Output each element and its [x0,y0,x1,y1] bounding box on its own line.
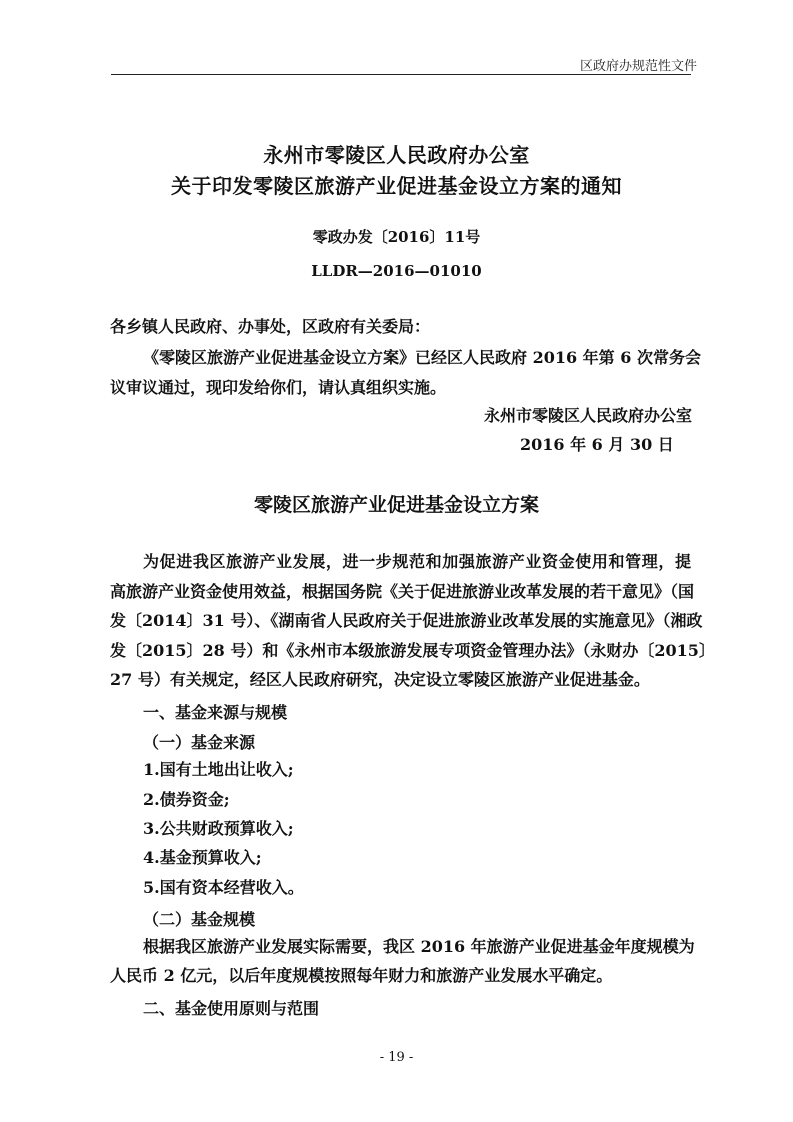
header-label: 区政府办规范性文件 [579,59,697,74]
plan-intro-line-4: 发〔2015〕28 号）和《永州市本级旅游发展专项资金管理办法》（永财办〔2015〕 [110,641,715,660]
notice-body-line-2: 议审议通过，现印发给你们，请认真组织实施。 [110,378,447,397]
plan-title: 零陵区旅游产业促进基金设立方案 [253,494,539,516]
scale-line-2: 人民币 2 亿元，以后年度规模按照每年财力和旅游产业发展水平确定。 [110,966,613,985]
plan-intro-line-2: 高旅游产业资金使用效益，根据国务院《关于促进旅游业改革发展的若干意见》（国 [110,582,695,601]
source-item-1: 1.国有土地出让收入; [143,760,294,779]
document-number: 零政办发〔2016〕11号 [312,228,481,246]
register-number: LLDR—2016—01010 [311,262,482,280]
notice-body-line-1: 《零陵区旅游产业促进基金设立方案》已经区人民政府 2016 年第 6 次常务会 [143,348,701,367]
section-2-heading: 二、基金使用原则与范围 [143,999,320,1018]
plan-intro-line-3: 发〔2014〕31 号）、《湖南省人民政府关于促进旅游业改革发展的实施意见》（湘政 [110,611,703,630]
document-title-line-1: 永州市零陵区人民政府办公室 [263,143,530,167]
subsection-1-heading: （一）基金来源 [143,733,256,752]
source-item-4: 4.基金预算收入; [143,848,262,867]
plan-intro-line-1: 为促进我区旅游产业发展，进一步规范和加强旅游产业资金使用和管理，提 [143,552,691,571]
issuer: 永州市零陵区人民政府办公室 [483,406,692,425]
header-rule [111,74,691,75]
source-item-5: 5.国有资本经营收入。 [143,878,304,897]
plan-intro-line-5: 27 号）有关规定，经区人民政府研究，决定设立零陵区旅游产业促进基金。 [110,670,650,689]
source-item-2: 2.债券资金; [143,790,230,809]
source-item-3: 3.公共财政预算收入; [143,819,294,838]
salutation: 各乡镇人民政府、办事处，区政府有关委局： [110,317,431,336]
issue-date: 2016 年 6 月 30 日 [520,435,674,454]
section-1-heading: 一、基金来源与规模 [143,703,288,722]
subsection-2-heading: （二）基金规模 [143,910,256,929]
document-title-line-2: 关于印发零陵区旅游产业促进基金设立方案的通知 [171,174,622,198]
page-number: - 19 - [379,1050,414,1065]
scale-line-1: 根据我区旅游产业发展实际需要，我区 2016 年旅游产业促进基金年度规模为 [143,937,695,956]
